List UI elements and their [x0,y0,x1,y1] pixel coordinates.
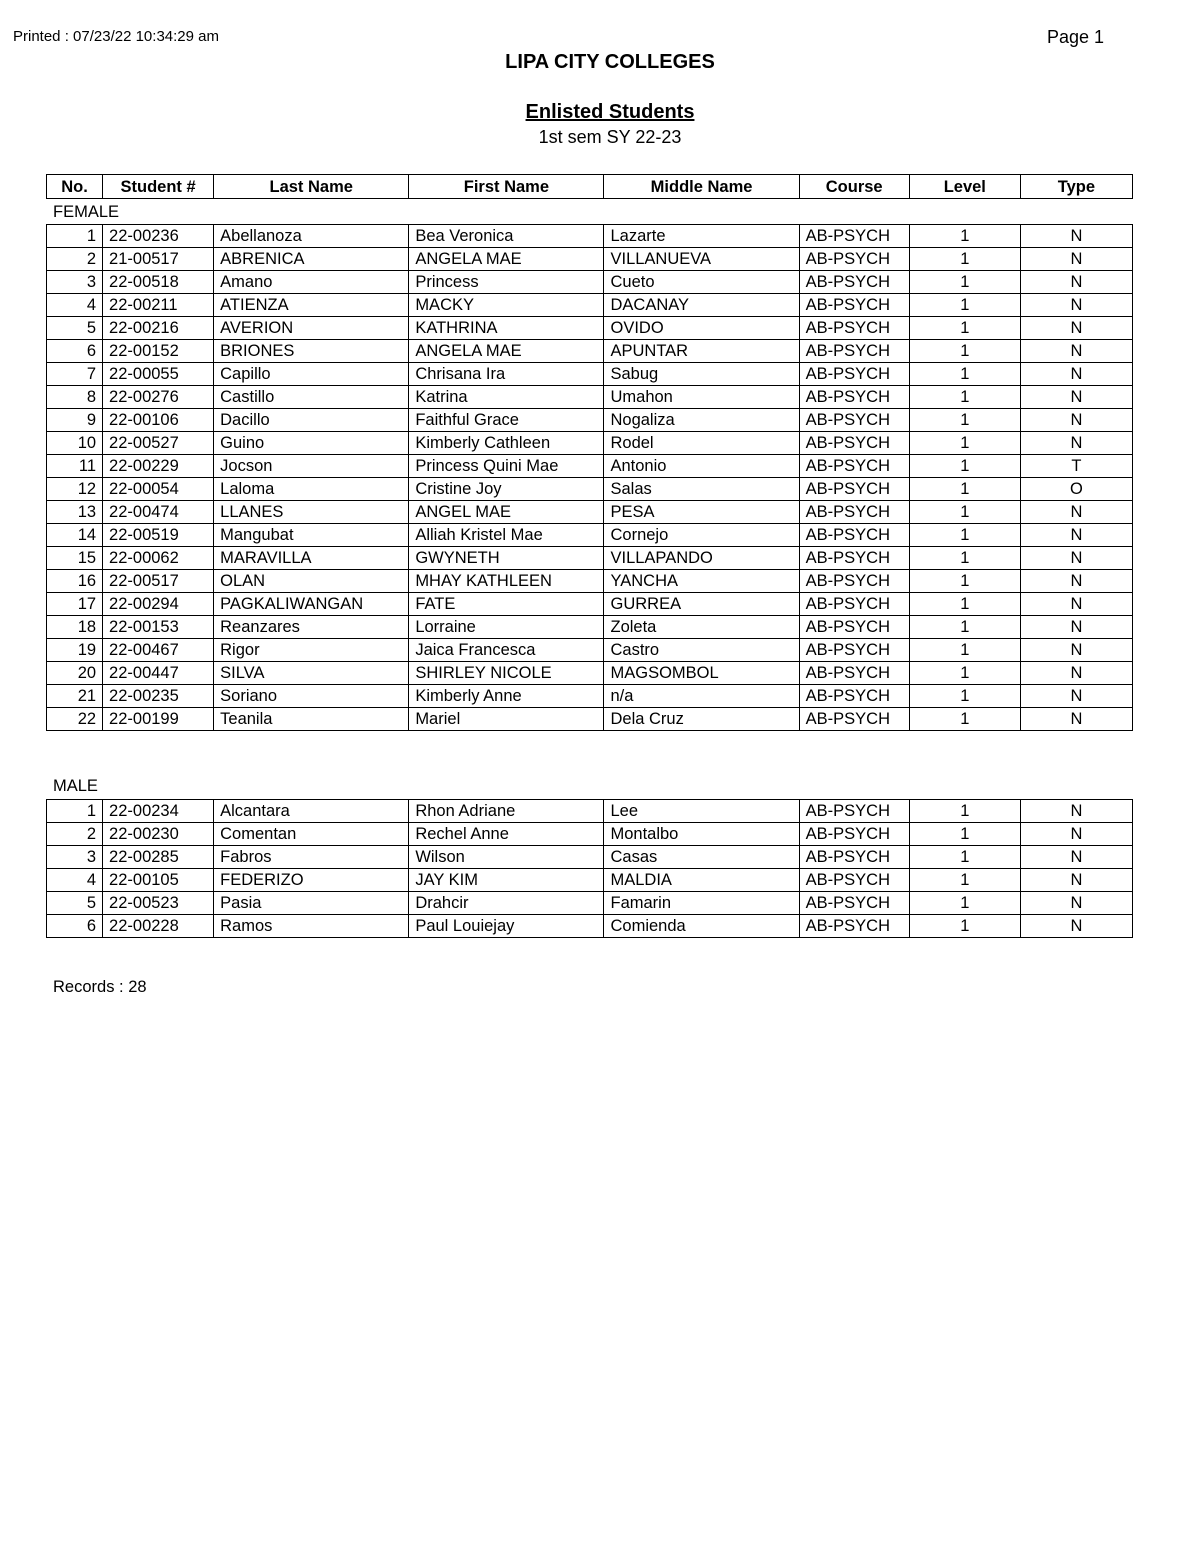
cell-middle-name: Cornejo [604,524,799,547]
cell-type: O [1020,478,1132,501]
cell-type: N [1020,915,1132,938]
school-name: LIPA CITY COLLEGES [505,51,715,73]
cell-type: N [1020,846,1132,869]
cell-type: N [1020,639,1132,662]
cell-level: 1 [909,685,1020,708]
cell-middle-name: Antonio [604,455,799,478]
cell-student-number: 22-00211 [103,294,214,317]
table-row [47,432,1133,455]
cell-middle-name: PESA [604,501,799,524]
table-row [47,524,1133,547]
cell-level: 1 [909,662,1020,685]
cell-student-number: 22-00276 [103,386,214,409]
cell-first-name: Chrisana Ira [409,363,604,386]
cell-no: 2 [47,248,103,271]
cell-type: N [1020,340,1132,363]
cell-no: 17 [47,593,103,616]
table-row [47,823,1133,846]
table-row [47,547,1133,570]
cell-no: 21 [47,685,103,708]
cell-level: 1 [909,386,1020,409]
table-row [47,386,1133,409]
cell-no: 22 [47,708,103,731]
cell-level: 1 [909,593,1020,616]
cell-last-name: ATIENZA [214,294,409,317]
cell-course: AB-PSYCH [799,386,909,409]
cell-course: AB-PSYCH [799,593,909,616]
report-title: Enlisted Students [525,101,695,123]
cell-middle-name: MAGSOMBOL [604,662,799,685]
cell-first-name: JAY KIM [409,869,604,892]
cell-last-name: Teanila [214,708,409,731]
male-students-table [46,799,1133,938]
cell-student-number: 22-00474 [103,501,214,524]
cell-no: 4 [47,869,103,892]
cell-type: N [1020,271,1132,294]
cell-level: 1 [909,501,1020,524]
cell-middle-name: Umahon [604,386,799,409]
cell-student-number: 22-00054 [103,478,214,501]
cell-level: 1 [909,639,1020,662]
cell-student-number: 22-00447 [103,662,214,685]
cell-type: T [1020,455,1132,478]
cell-student-number: 22-00199 [103,708,214,731]
cell-middle-name: Comienda [604,915,799,938]
cell-middle-name: OVIDO [604,317,799,340]
cell-last-name: Soriano [214,685,409,708]
cell-type: N [1020,869,1132,892]
cell-course: AB-PSYCH [799,340,909,363]
cell-no: 13 [47,501,103,524]
table-row [47,225,1133,248]
cell-course: AB-PSYCH [799,455,909,478]
cell-first-name: MACKY [409,294,604,317]
cell-type: N [1020,363,1132,386]
cell-student-number: 22-00105 [103,869,214,892]
cell-type: N [1020,225,1132,248]
cell-no: 6 [47,340,103,363]
table-row [47,501,1133,524]
cell-first-name: Princess Quini Mae [409,455,604,478]
cell-middle-name: Lazarte [604,225,799,248]
cell-level: 1 [909,271,1020,294]
cell-last-name: SILVA [214,662,409,685]
cell-first-name: Mariel [409,708,604,731]
cell-type: N [1020,708,1132,731]
cell-no: 20 [47,662,103,685]
group-label-female: FEMALE [53,203,120,221]
cell-level: 1 [909,708,1020,731]
cell-type: N [1020,593,1132,616]
printed-timestamp: Printed : 07/23/22 10:34:29 am [13,28,219,45]
cell-level: 1 [909,478,1020,501]
table-row [47,294,1133,317]
cell-type: N [1020,294,1132,317]
cell-last-name: Dacillo [214,409,409,432]
cell-course: AB-PSYCH [799,570,909,593]
table-row [47,869,1133,892]
cell-first-name: Lorraine [409,616,604,639]
cell-type: N [1020,248,1132,271]
table-row [47,892,1133,915]
cell-first-name: Cristine Joy [409,478,604,501]
cell-last-name: Ramos [214,915,409,938]
cell-level: 1 [909,846,1020,869]
cell-no: 3 [47,846,103,869]
table-row [47,248,1133,271]
table-row [47,271,1133,294]
cell-course: AB-PSYCH [799,271,909,294]
table-row [47,708,1133,731]
table-row [47,846,1133,869]
cell-course: AB-PSYCH [799,708,909,731]
cell-no: 3 [47,271,103,294]
cell-middle-name: MALDIA [604,869,799,892]
cell-type: N [1020,547,1132,570]
cell-course: AB-PSYCH [799,501,909,524]
table-row [47,639,1133,662]
cell-type: N [1020,662,1132,685]
cell-level: 1 [909,547,1020,570]
cell-first-name: Rhon Adriane [409,800,604,823]
cell-last-name: Abellanoza [214,225,409,248]
cell-type: N [1020,616,1132,639]
cell-course: AB-PSYCH [799,225,909,248]
cell-first-name: Katrina [409,386,604,409]
table-row [47,915,1133,938]
cell-middle-name: n/a [604,685,799,708]
cell-first-name: Rechel Anne [409,823,604,846]
cell-last-name: AVERION [214,317,409,340]
cell-first-name: Wilson [409,846,604,869]
cell-student-number: 22-00106 [103,409,214,432]
cell-student-number: 22-00153 [103,616,214,639]
cell-level: 1 [909,524,1020,547]
cell-level: 1 [909,455,1020,478]
col-header-student-number: Student # [103,175,214,199]
cell-no: 7 [47,363,103,386]
cell-middle-name: VILLAPANDO [604,547,799,570]
cell-course: AB-PSYCH [799,616,909,639]
cell-student-number: 22-00152 [103,340,214,363]
cell-course: AB-PSYCH [799,662,909,685]
cell-student-number: 22-00517 [103,570,214,593]
cell-level: 1 [909,294,1020,317]
cell-last-name: Fabros [214,846,409,869]
cell-type: N [1020,317,1132,340]
cell-course: AB-PSYCH [799,800,909,823]
cell-level: 1 [909,616,1020,639]
cell-middle-name: DACANAY [604,294,799,317]
cell-type: N [1020,823,1132,846]
page-number: Page 1 [1046,27,1104,47]
table-row [47,455,1133,478]
cell-middle-name: YANCHA [604,570,799,593]
cell-no: 14 [47,524,103,547]
cell-last-name: Reanzares [214,616,409,639]
cell-no: 5 [47,892,103,915]
cell-type: N [1020,685,1132,708]
cell-student-number: 22-00055 [103,363,214,386]
cell-no: 2 [47,823,103,846]
table-row [47,340,1133,363]
cell-middle-name: Cueto [604,271,799,294]
cell-student-number: 22-00236 [103,225,214,248]
cell-middle-name: Dela Cruz [604,708,799,731]
cell-type: N [1020,892,1132,915]
cell-student-number: 22-00467 [103,639,214,662]
cell-course: AB-PSYCH [799,639,909,662]
cell-level: 1 [909,363,1020,386]
cell-first-name: Paul Louiejay [409,915,604,938]
cell-last-name: ABRENICA [214,248,409,271]
cell-no: 9 [47,409,103,432]
cell-first-name: ANGEL MAE [409,501,604,524]
group-label-male: MALE [53,777,98,795]
table-row [47,317,1133,340]
cell-first-name: Drahcir [409,892,604,915]
col-header-type: Type [1020,175,1132,199]
cell-no: 1 [47,225,103,248]
cell-first-name: Alliah Kristel Mae [409,524,604,547]
col-header-middle-name: Middle Name [604,175,799,199]
cell-course: AB-PSYCH [799,478,909,501]
cell-middle-name: Sabug [604,363,799,386]
cell-course: AB-PSYCH [799,524,909,547]
cell-type: N [1020,409,1132,432]
cell-student-number: 22-00062 [103,547,214,570]
cell-level: 1 [909,915,1020,938]
cell-middle-name: GURREA [604,593,799,616]
cell-first-name: ANGELA MAE [409,248,604,271]
cell-no: 6 [47,915,103,938]
cell-student-number: 21-00517 [103,248,214,271]
cell-type: N [1020,524,1132,547]
header-row [47,175,1133,199]
col-header-course: Course [799,175,909,199]
cell-middle-name: Salas [604,478,799,501]
cell-first-name: Kimberly Anne [409,685,604,708]
cell-middle-name: Montalbo [604,823,799,846]
cell-first-name: ANGELA MAE [409,340,604,363]
cell-no: 4 [47,294,103,317]
cell-level: 1 [909,570,1020,593]
cell-no: 11 [47,455,103,478]
cell-level: 1 [909,892,1020,915]
cell-no: 8 [47,386,103,409]
table-row [47,593,1133,616]
cell-student-number: 22-00235 [103,685,214,708]
cell-last-name: Laloma [214,478,409,501]
cell-first-name: Faithful Grace [409,409,604,432]
table-row [47,616,1133,639]
cell-course: AB-PSYCH [799,685,909,708]
cell-student-number: 22-00294 [103,593,214,616]
cell-middle-name: VILLANUEVA [604,248,799,271]
cell-first-name: KATHRINA [409,317,604,340]
cell-last-name: MARAVILLA [214,547,409,570]
column-header-table [46,174,1133,199]
cell-first-name: Jaica Francesca [409,639,604,662]
cell-level: 1 [909,248,1020,271]
cell-middle-name: APUNTAR [604,340,799,363]
cell-last-name: FEDERIZO [214,869,409,892]
cell-last-name: Comentan [214,823,409,846]
cell-student-number: 22-00229 [103,455,214,478]
cell-course: AB-PSYCH [799,869,909,892]
col-header-first-name: First Name [409,175,604,199]
table-row [47,570,1133,593]
cell-no: 19 [47,639,103,662]
cell-level: 1 [909,869,1020,892]
cell-course: AB-PSYCH [799,248,909,271]
cell-course: AB-PSYCH [799,294,909,317]
table-row [47,363,1133,386]
cell-course: AB-PSYCH [799,846,909,869]
cell-level: 1 [909,340,1020,363]
cell-no: 12 [47,478,103,501]
cell-first-name: FATE [409,593,604,616]
cell-type: N [1020,432,1132,455]
cell-last-name: Guino [214,432,409,455]
cell-course: AB-PSYCH [799,409,909,432]
cell-last-name: BRIONES [214,340,409,363]
cell-type: N [1020,501,1132,524]
cell-no: 5 [47,317,103,340]
cell-level: 1 [909,409,1020,432]
cell-level: 1 [909,317,1020,340]
cell-middle-name: Nogaliza [604,409,799,432]
cell-first-name: Bea Veronica [409,225,604,248]
cell-last-name: Rigor [214,639,409,662]
cell-last-name: OLAN [214,570,409,593]
records-count: Records : 28 [53,978,147,996]
cell-type: N [1020,386,1132,409]
table-row [47,409,1133,432]
table-row [47,478,1133,501]
cell-student-number: 22-00230 [103,823,214,846]
col-header-level: Level [909,175,1020,199]
cell-middle-name: Lee [604,800,799,823]
report-subtitle: 1st sem SY 22-23 [538,127,682,147]
cell-level: 1 [909,800,1020,823]
cell-no: 18 [47,616,103,639]
cell-last-name: Capillo [214,363,409,386]
cell-first-name: SHIRLEY NICOLE [409,662,604,685]
cell-middle-name: Rodel [604,432,799,455]
cell-level: 1 [909,225,1020,248]
col-header-no: No. [47,175,103,199]
cell-first-name: MHAY KATHLEEN [409,570,604,593]
table-row [47,662,1133,685]
cell-no: 15 [47,547,103,570]
cell-first-name: GWYNETH [409,547,604,570]
cell-last-name: Jocson [214,455,409,478]
cell-student-number: 22-00228 [103,915,214,938]
cell-last-name: Castillo [214,386,409,409]
cell-student-number: 22-00285 [103,846,214,869]
cell-course: AB-PSYCH [799,547,909,570]
cell-course: AB-PSYCH [799,317,909,340]
cell-last-name: Pasia [214,892,409,915]
cell-no: 16 [47,570,103,593]
col-header-last-name: Last Name [214,175,409,199]
cell-middle-name: Castro [604,639,799,662]
cell-no: 10 [47,432,103,455]
cell-level: 1 [909,823,1020,846]
cell-first-name: Kimberly Cathleen [409,432,604,455]
table-row [47,800,1133,823]
cell-no: 1 [47,800,103,823]
cell-student-number: 22-00519 [103,524,214,547]
cell-student-number: 22-00527 [103,432,214,455]
cell-middle-name: Famarin [604,892,799,915]
cell-first-name: Princess [409,271,604,294]
cell-type: N [1020,800,1132,823]
cell-type: N [1020,570,1132,593]
cell-middle-name: Zoleta [604,616,799,639]
cell-course: AB-PSYCH [799,823,909,846]
cell-last-name: Mangubat [214,524,409,547]
cell-level: 1 [909,432,1020,455]
cell-student-number: 22-00523 [103,892,214,915]
female-students-table [46,224,1133,731]
cell-course: AB-PSYCH [799,363,909,386]
cell-last-name: PAGKALIWANGAN [214,593,409,616]
cell-last-name: Amano [214,271,409,294]
table-row [47,685,1133,708]
cell-course: AB-PSYCH [799,915,909,938]
cell-student-number: 22-00518 [103,271,214,294]
cell-student-number: 22-00216 [103,317,214,340]
cell-last-name: Alcantara [214,800,409,823]
cell-course: AB-PSYCH [799,432,909,455]
cell-last-name: LLANES [214,501,409,524]
cell-course: AB-PSYCH [799,892,909,915]
cell-student-number: 22-00234 [103,800,214,823]
cell-middle-name: Casas [604,846,799,869]
